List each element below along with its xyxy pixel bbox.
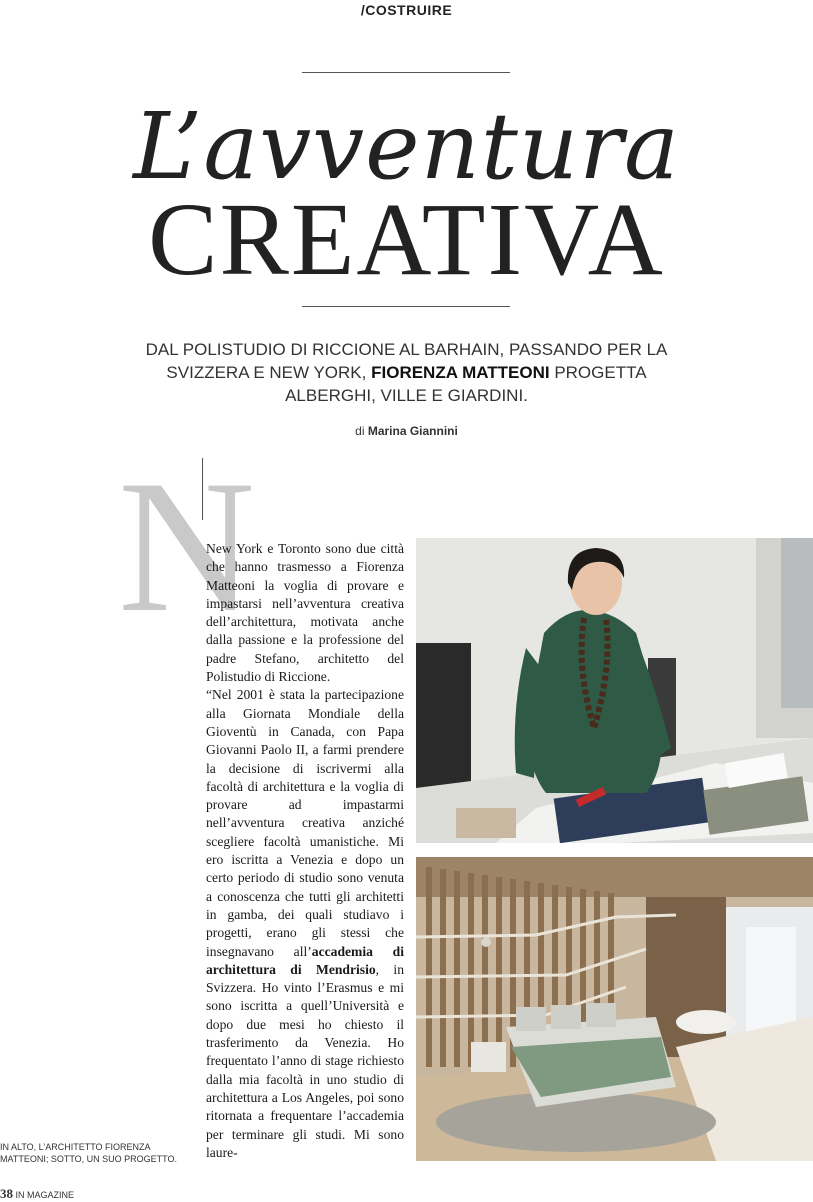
magazine-name: IN MAGAZINE <box>15 1190 75 1200</box>
architect-photo-illustration <box>416 538 813 843</box>
drop-cap-accent <box>202 458 213 520</box>
byline-author: Marina Giannini <box>367 424 458 438</box>
paragraph-2 <box>206 686 404 1162</box>
subtitle <box>120 338 693 407</box>
top-divider <box>302 72 510 73</box>
paragraph-2-bold: accademia di architettura di Mendrisio <box>206 943 405 977</box>
architect-photo <box>416 538 813 843</box>
byline <box>0 424 813 438</box>
title-caps-line: CREATIVA <box>148 182 665 297</box>
photo-caption: IN ALTO, L’ARCHITETTO FIORENZA MATTEONI; SOTTO, UN SUO PROGETTO. <box>0 1142 178 1164</box>
subtitle-part1: DAL POLISTUDIO DI RICCIONE AL BARHAIN, PASSANDO PER LA SVIZZERA E NEW YORK, <box>145 340 668 382</box>
subtitle-name: FIORENZA MATTEONI <box>371 363 550 382</box>
byline-prefix: di <box>355 424 368 438</box>
subtitle-part2: PROGETTA ALBERGHI, VILLE E GIARDINI. <box>285 363 647 405</box>
project-photo-illustration <box>416 857 813 1161</box>
title-script-line: L’avventura <box>133 93 680 200</box>
drop-cap: N <box>118 442 256 652</box>
paragraph-2-end: , in Svizzera. Ho vinto l’Erasmus e mi sono iscritta a quell’Università e dopo due mesi ho chiesto il trasferimento da Venezia. Ho frequentato l’anno di stage richiesto dalla mia facoltà in uno studio di architettura a Los Angeles, poi sono ritornata a frequentare l’accademia per terminare gli studi. Mi sono laure- <box>206 961 404 1160</box>
bottom-divider <box>302 306 510 307</box>
article-body <box>206 540 404 1162</box>
section-label: /COSTRUIRE <box>360 2 453 18</box>
project-photo <box>416 857 813 1161</box>
paragraph-2-start: “Nel 2001 è stata la partecipazione alla Giornata Mondiale della Gioventù in Canada, con Papa Giovanni Paolo II, a farmi prendere la decisione di iscrivermi alla facoltà di architettura e la voglia di provare ad impastarmi nell’avventura creativa anziché scegliere facoltà umanistiche. Mi ero iscritta a Venezia e dopo un certo periodo di studio sono venuta a conoscenza che tutti gli architetti in gamba, dei quali studiavo i progetti, erano gli stessi che insegnavano all’ <box>206 687 404 959</box>
paragraph-1: New York e Toronto sono due città che hanno trasmesso a Fiorenza Matteoni la voglia di provare e impastarsi nell’avventura creativa dell’architettura, motivata anche dalla passione e la professione del padre Stefano, architetto del Polistudio di Riccione. <box>206 541 404 685</box>
page-number: 38 <box>0 1186 13 1201</box>
